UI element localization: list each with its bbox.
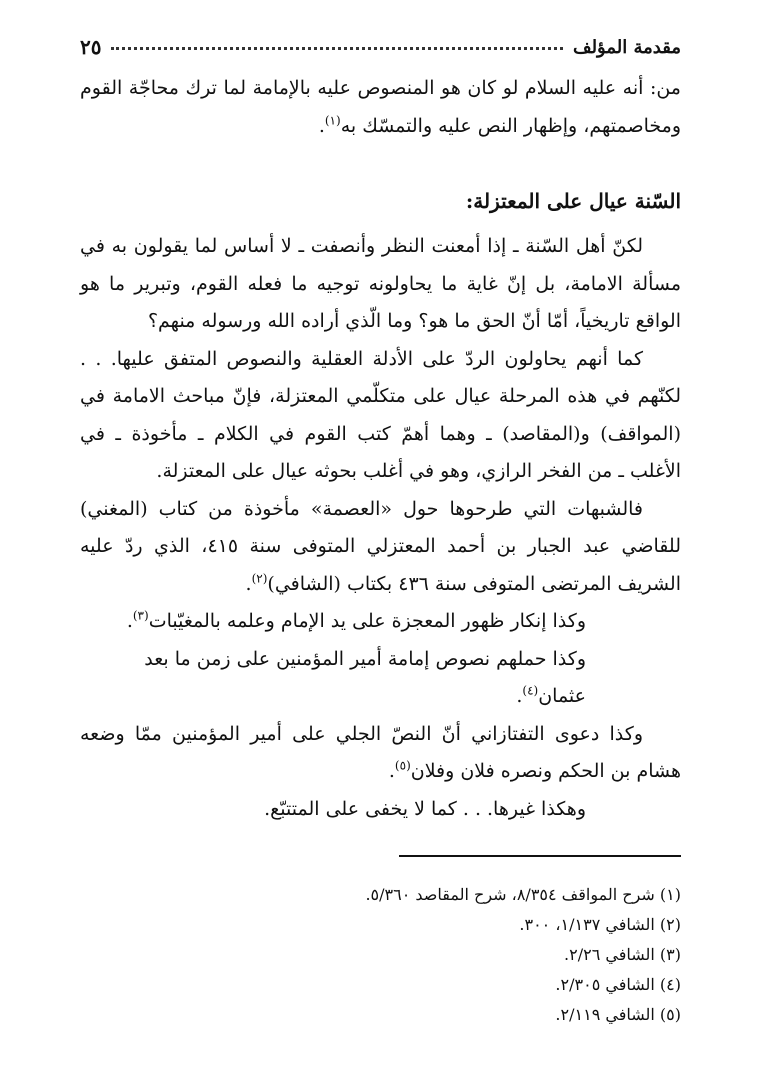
running-title: مقدمة المؤلف [572,36,681,58]
paragraph-5-text: وكذا حملهم نصوص إمامة أمير المؤمنين على زمن ما بعد عثمان [144,647,586,707]
page-number: ٢٥ [80,35,102,59]
paragraph-1: لكنّ أهل السّنة ـ إذا أمعنت النظر وأنصفت ـ لا أساس لما يقولون به في مسألة الامامة، بل إنّ غاية ما يحاولونه توجيه ما فعله القوم، وتبرير ما هو الواقع تاريخياً، أمّا أنّ الحق ما هو؟ وما الّذي أراده الله ورسوله منهم؟ [80,235,681,332]
paragraph-6: وكذا دعوى التفتازاني أنّ النصّ الجلي على أمير المؤمنين ممّا وضعه هشام بن الحكم ونصره فلان وفلان$^{(٥)}$. [80,722,681,782]
footnote-ref-1: (١) [324,113,341,128]
footnote-separator [399,855,681,857]
footnote-ref-4: (٤) [522,683,539,698]
paragraph-4-text: وكذا إنكار ظهور المعجزة على يد الإمام وعلمه بالمغيّبات [148,610,586,632]
footnote-ref-2: (٢) [251,571,268,586]
footnote-item: (١) شرح المواقف ٨/٣٥٤، شرح المقاصد ٥/٣٦٠. [365,885,681,904]
paragraph-2: كما أنهم يحاولون الردّ على الأدلة العقلية والنصوص المتفق عليها. . . لكنّهم في هذه المرحلة عيال على متكلّمي المعتزلة، فإنّ مباحث الامامة في (المواقف) و(المقاصد) ـ وهما أهمّ كتب القوم في الكلام ـ مأخوذة ـ في الأغلب ـ من الفخر الرازي، وهو في أغلب بحوثه عيال على المعتزلة. [80,347,681,482]
paragraph-6-text: وكذا دعوى التفتازاني أنّ النصّ الجلي على أمير المؤمنين ممّا وضعه هشام بن الحكم ونصره فلان وفلان [80,722,681,782]
footnote-item: (٥) الشافي ٢/١١٩. [555,1005,681,1024]
intro-text: من: أنه عليه السلام لو كان هو المنصوص عليه بالإمامة لما ترك محاجّة القوم ومخاصمتهم، وإظهار النص عليه والتمسّك به [80,77,681,137]
paragraph-7: وهكذا غيرها. . . كما لا يخفى على المتتبّع. [264,797,586,820]
footnote-ref-5: (٥) [394,758,411,773]
leader-dots [111,39,562,50]
main-text [80,70,681,828]
paragraph-4: وكذا إنكار ظهور المعجزة على يد الإمام وعلمه بالمغيّبات$^{(٣)}$. [126,608,586,632]
paragraph-3: فالشبهات التي طرحوها حول «العصمة» مأخوذة من كتاب (المغني) للقاضي عبد الجبار بن أحمد المعتزلي المتوفى سنة ٤١٥، الذي ردّ عليه الشريف المرتضى المتوفى سنة ٤٣٦ بكتاب (الشافي)$^{(٢)}$. [80,497,681,595]
page-header [80,30,681,64]
footnote-item: (٢) الشافي ١/١٣٧، ٣٠٠. [519,915,681,934]
intro-paragraph [80,70,681,145]
section-heading: السّنة عيال على المعتزلة: [465,189,681,213]
footnote-item: (٣) الشافي ٢/٢٦. [564,945,681,964]
paragraph-5: وكذا حملهم نصوص إمامة أمير المؤمنين على زمن ما بعد عثمان$^{(٤)}$. [144,647,586,707]
spacer [80,145,681,182]
footnote-ref-3: (٣) [132,608,149,623]
spacer [80,220,681,228]
intro-end: . [318,114,325,137]
footnotes [80,880,681,1030]
footnote-item: (٤) الشافي ٢/٣٠٥. [555,975,681,994]
paragraph-3-text: فالشبهات التي طرحوها حول «العصمة» مأخوذة من كتاب (المغني) للقاضي عبد الجبار بن أحمد المعتزلي المتوفى سنة ٤١٥، الذي ردّ عليه الشريف المرتضى المتوفى سنة ٤٣٦ بكتاب (الشافي) [80,497,681,595]
